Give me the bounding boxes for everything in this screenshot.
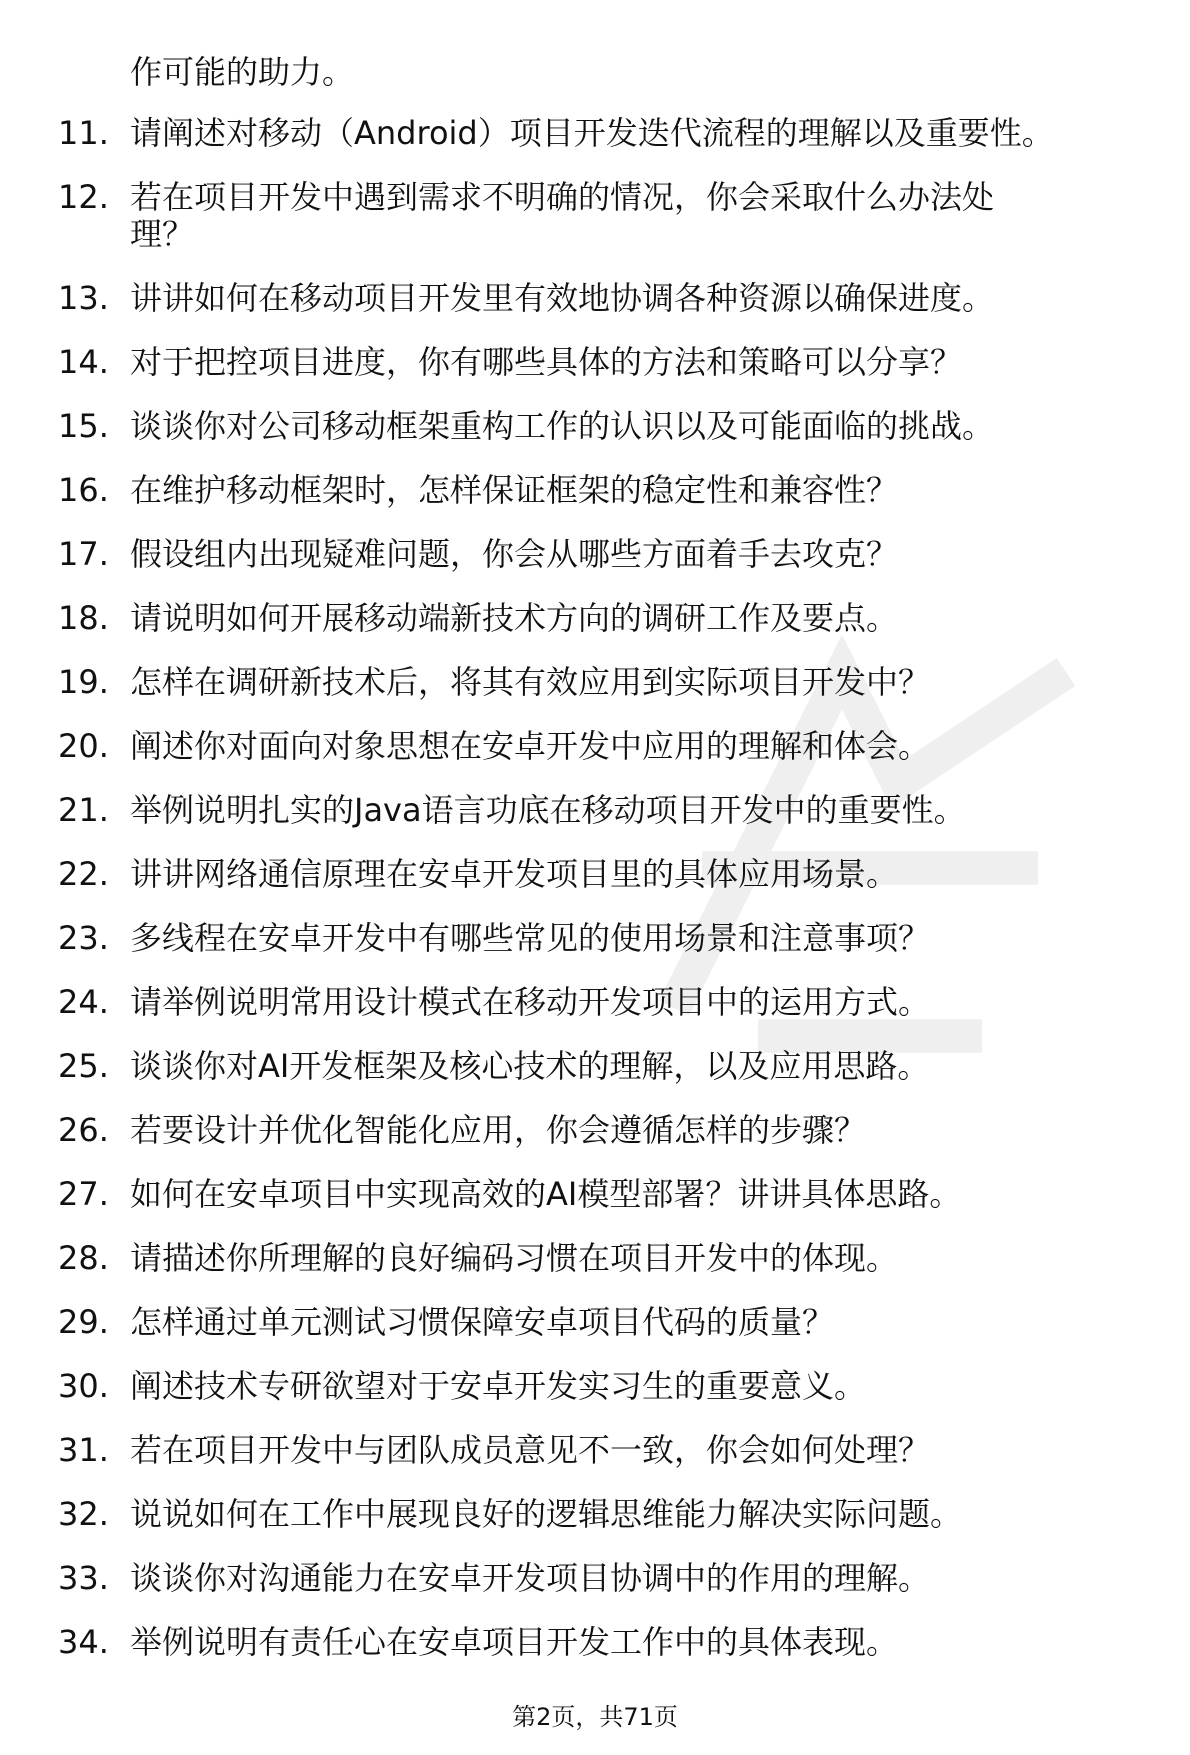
- question-number: 19.: [58, 663, 109, 701]
- question-number: 22.: [58, 855, 109, 893]
- question-list: [0, 115, 1190, 1688]
- question-text: 多线程在安卓开发中有哪些常见的使用场景和注意事项？: [130, 919, 931, 957]
- question-text: 阐述你对面向对象思想在安卓开发中应用的理解和体会。: [130, 727, 931, 765]
- question-number: 18.: [58, 599, 109, 637]
- list-item: [0, 115, 1190, 179]
- question-number: 11.: [58, 114, 109, 152]
- question-text: 请阐述对移动（Android）项目开发迭代流程的理解以及重要性。: [130, 114, 1054, 152]
- list-item: [0, 536, 1190, 600]
- question-text: 谈谈你对沟通能力在安卓开发项目协调中的作用的理解。: [130, 1559, 931, 1597]
- question-number: 23.: [58, 919, 109, 957]
- list-item: [0, 856, 1190, 920]
- question-number: 34.: [58, 1623, 109, 1661]
- list-item: [0, 280, 1190, 344]
- question-text: 举例说明有责任心在安卓项目开发工作中的具体表现。: [130, 1623, 899, 1661]
- question-text: 讲讲如何在移动项目开发里有效地协调各种资源以确保进度。: [130, 279, 995, 317]
- list-item: [0, 1368, 1190, 1432]
- question-text: 怎样通过单元测试习惯保障安卓项目代码的质量？: [130, 1303, 835, 1341]
- list-item: [0, 664, 1190, 728]
- list-item: [0, 1624, 1190, 1688]
- question-text: 若要设计并优化智能化应用，你会遵循怎样的步骤？: [130, 1111, 867, 1149]
- question-text: 假设组内出现疑难问题，你会从哪些方面着手去攻克？: [130, 535, 899, 573]
- list-item: [0, 1560, 1190, 1624]
- question-number: 29.: [58, 1303, 109, 1341]
- list-item: [0, 1176, 1190, 1240]
- list-item: [0, 408, 1190, 472]
- list-item: [0, 792, 1190, 856]
- question-text: 请说明如何开展移动端新技术方向的调研工作及要点。: [130, 599, 899, 637]
- question-number: 16.: [58, 471, 109, 509]
- list-item: [0, 984, 1190, 1048]
- continuation-text: 作可能的助力。: [130, 53, 355, 91]
- list-item: [0, 1048, 1190, 1112]
- question-number: 17.: [58, 535, 109, 573]
- question-text: 阐述技术专研欲望对于安卓开发实习生的重要意义。: [130, 1367, 867, 1405]
- list-item: [0, 1240, 1190, 1304]
- list-item: [0, 600, 1190, 664]
- question-number: 26.: [58, 1111, 109, 1149]
- question-text: 举例说明扎实的Java语言功底在移动项目开发中的重要性。: [130, 791, 966, 829]
- question-number: 27.: [58, 1175, 109, 1213]
- list-item: [0, 179, 1190, 280]
- list-item: [0, 920, 1190, 984]
- question-number: 33.: [58, 1559, 109, 1597]
- question-text: 谈谈你对AI开发框架及核心技术的理解，以及应用思路。: [130, 1047, 930, 1085]
- question-text: 在维护移动框架时，怎样保证框架的稳定性和兼容性？: [130, 471, 899, 509]
- question-number: 24.: [58, 983, 109, 1021]
- question-number: 21.: [58, 791, 109, 829]
- question-text: 谈谈你对公司移动框架重构工作的认识以及可能面临的挑战。: [130, 407, 995, 445]
- question-text: 请举例说明常用设计模式在移动开发项目中的运用方式。: [130, 983, 931, 1021]
- question-number: 14.: [58, 343, 109, 381]
- question-number: 31.: [58, 1431, 109, 1469]
- question-number: 20.: [58, 727, 109, 765]
- question-text: 怎样在调研新技术后，将其有效应用到实际项目开发中？: [130, 663, 931, 701]
- question-number: 30.: [58, 1367, 109, 1405]
- page-footer: 第2页，共71页: [512, 1703, 678, 1731]
- question-text: 若在项目开发中遇到需求不明确的情况，你会采取什么办法处理？: [130, 178, 995, 253]
- question-text: 说说如何在工作中展现良好的逻辑思维能力解决实际问题。: [130, 1495, 963, 1533]
- question-text: 请描述你所理解的良好编码习惯在项目开发中的体现。: [130, 1239, 899, 1277]
- question-number: 32.: [58, 1495, 109, 1533]
- list-item: [0, 728, 1190, 792]
- list-item: [0, 1304, 1190, 1368]
- question-number: 25.: [58, 1047, 109, 1085]
- list-item: [0, 472, 1190, 536]
- list-item: [0, 1432, 1190, 1496]
- question-number: 28.: [58, 1239, 109, 1277]
- question-text: 对于把控项目进度，你有哪些具体的方法和策略可以分享？: [130, 343, 963, 381]
- question-text: 若在项目开发中与团队成员意见不一致，你会如何处理？: [130, 1431, 931, 1469]
- question-text: 如何在安卓项目中实现高效的AI模型部署？讲讲具体思路。: [130, 1175, 962, 1213]
- list-item: [0, 1496, 1190, 1560]
- list-item: [0, 344, 1190, 408]
- question-number: 13.: [58, 279, 109, 317]
- list-item: [0, 1112, 1190, 1176]
- question-number: 15.: [58, 407, 109, 445]
- question-text: 讲讲网络通信原理在安卓开发项目里的具体应用场景。: [130, 855, 899, 893]
- question-number: 12.: [58, 178, 109, 216]
